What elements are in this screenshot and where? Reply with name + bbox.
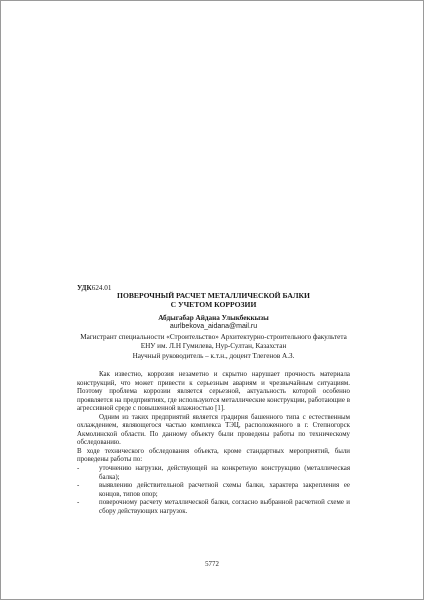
bullet-marker: - — [77, 465, 80, 473]
udk-label: УДК — [77, 284, 92, 292]
affiliation-line-1: Магистрант специальности «Строительство» Архитектурно-строительного факультета — [80, 333, 347, 341]
paragraph-2: Одним из таких предприятий является градирня башенного типа с естественным охлаждением, являющегося частью комплекса ТЭЦ, расположенного в г. Степногорск Акмолинской области. По данному объекту были проведены работы по техническому обследованию. — [77, 413, 350, 447]
affiliation-line-2: ЕНУ им. Л.Н Гумилева, Нур-Султан, Казахстан — [140, 342, 287, 350]
bullet-marker: - — [77, 499, 80, 507]
page-number: 5772 — [205, 561, 219, 568]
scientific-advisor: Научный руководитель – к.т.н., доцент Тлегенов А.З. — [132, 352, 295, 360]
udk-number: 624.01 — [91, 284, 112, 292]
list-item — [77, 482, 350, 499]
list-item-text: уточнению нагрузки, действующей на конкретную конструкцию (металлическая балка); — [99, 465, 350, 481]
list-item-text: выявлению действительной расчетной схемы балки, характера закрепления ее концов, типов опор; — [99, 482, 350, 498]
title-line-2: С УЧЕТОМ КОРРОЗИИ — [170, 300, 257, 309]
list-item — [77, 499, 350, 516]
body-text — [77, 371, 350, 516]
list-item — [77, 465, 350, 482]
list-item-text: поверочному расчету металлической балки, согласно выбранной расчетной схеме и сбору действующих нагрузок. — [99, 499, 350, 515]
author-email: aurlbekova_aidana@mail.ru — [169, 323, 258, 330]
title-line-1: ПОВЕРОЧНЫЙ РАСЧЕТ МЕТАЛЛИЧЕСКОЙ БАЛКИ — [117, 291, 310, 300]
paragraph-3: В ходе технического обследования объекта, кроме стандартных мероприятий, были проведены работы по: — [77, 447, 350, 464]
bullet-marker: - — [77, 482, 80, 490]
paragraph-1: Как известно, коррозия незаметно и скрытно нарушает прочность материала конструкций, что может привести к серьезным авариям и чрезвычайным ситуациям. Поэтому проблема коррозии является серьезной, актуальность которой особенно проявляется на предприятиях, где используются металлические конструкции, работающие в агрессивной среде с повышенной влажностью [1]. — [77, 371, 350, 413]
paper-title — [77, 291, 350, 309]
author-name: Абдыгабар Айдана Улыкбеккызы — [158, 314, 269, 322]
